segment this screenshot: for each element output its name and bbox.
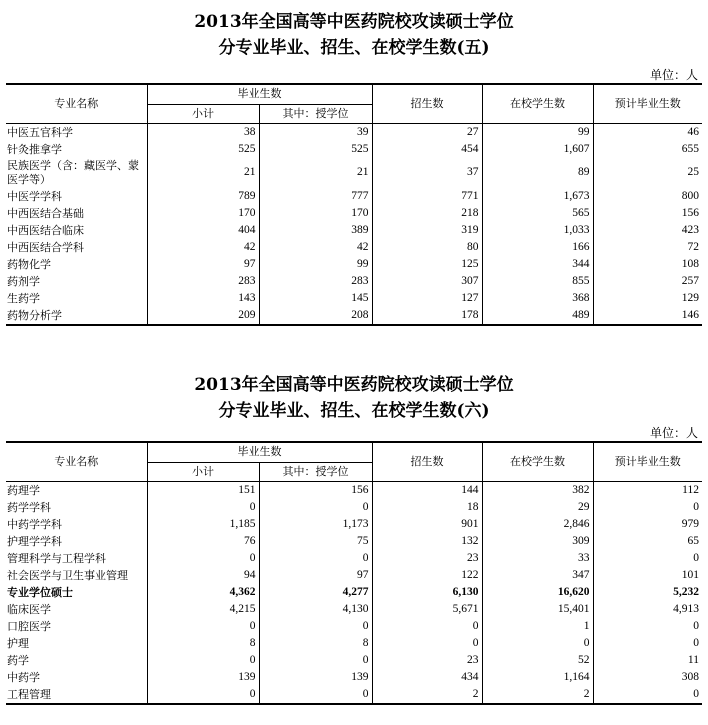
major-name-cell: 中医五官科学 [7, 125, 73, 139]
major-name-cell: 药学学科 [7, 500, 51, 514]
enrolled-cell: 2 [372, 686, 482, 704]
major-name-cell: 护理学学科 [7, 534, 62, 548]
major-header: 专业名称 [6, 84, 147, 123]
subtotal-header: 小计 [147, 462, 259, 481]
in-school-cell: 99 [482, 123, 593, 141]
table-row [6, 533, 702, 550]
degree-awarded-cell: 99 [259, 256, 372, 273]
expected-graduates-cell: 0 [593, 499, 702, 516]
enrolled-cell: 5,671 [372, 601, 482, 618]
in-school-cell: 2 [482, 686, 593, 704]
table-row [6, 222, 702, 239]
table-row [6, 584, 702, 601]
degree-awarded-cell: 8 [259, 635, 372, 652]
table-row [6, 686, 702, 704]
table-row [6, 290, 702, 307]
table-row [6, 158, 702, 188]
enrolled-cell: 0 [372, 635, 482, 652]
subtotal-cell: 0 [147, 652, 259, 669]
expected-graduates-header: 预计毕业生数 [593, 84, 702, 123]
in-school-cell: 166 [482, 239, 593, 256]
in-school-cell: 344 [482, 256, 593, 273]
in-school-cell: 33 [482, 550, 593, 567]
degree-awarded-header: 其中：授学位 [259, 104, 372, 123]
major-name-cell: 中西医结合学科 [7, 240, 84, 254]
degree-awarded-cell: 777 [259, 188, 372, 205]
expected-graduates-cell: 5,232 [593, 584, 702, 601]
in-school-cell: 0 [482, 635, 593, 652]
subtotal-cell: 0 [147, 499, 259, 516]
in-school-cell: 347 [482, 567, 593, 584]
table-row [6, 141, 702, 158]
major-name-cell: 药物分析学 [6, 307, 147, 325]
expected-graduates-cell: 0 [593, 550, 702, 567]
expected-graduates-cell: 129 [593, 290, 702, 307]
enrolled-cell: 132 [372, 533, 482, 550]
section-5-table-body [6, 123, 702, 325]
table-row [6, 618, 702, 635]
degree-awarded-cell: 75 [259, 533, 372, 550]
degree-awarded-cell: 156 [259, 481, 372, 499]
degree-awarded-cell: 21 [259, 158, 372, 188]
degree-awarded-cell: 39 [259, 123, 372, 141]
expected-graduates-cell: 423 [593, 222, 702, 239]
major-name-cell: 药剂学 [7, 274, 40, 288]
degree-awarded-cell: 4,277 [259, 584, 372, 601]
major-name-cell: 临床医学 [7, 602, 51, 616]
major-name-cell: 生药学 [7, 291, 40, 305]
table-row [6, 256, 702, 273]
expected-graduates-cell: 308 [593, 669, 702, 686]
expected-graduates-cell: 11 [593, 652, 702, 669]
major-name-cell: 中西医结合临床 [7, 223, 84, 237]
major-name-cell: 工程管理 [6, 686, 147, 704]
in-school-cell: 309 [482, 533, 593, 550]
in-school-cell: 1 [482, 618, 593, 635]
degree-awarded-cell: 1,173 [259, 516, 372, 533]
section-6-title-line2: 分专业毕业、招生、在校学生数(六) [218, 401, 490, 421]
major-name-cell: 药物化学 [7, 257, 51, 271]
subtotal-cell: 4,362 [147, 584, 259, 601]
table-row [6, 550, 702, 567]
subtotal-cell: 76 [147, 533, 259, 550]
degree-awarded-cell: 208 [259, 307, 372, 325]
table-row [6, 601, 702, 618]
major-name-cell: 药学 [7, 653, 29, 667]
enrolled-cell: 80 [372, 239, 482, 256]
table-row [6, 307, 702, 325]
enrolled-cell: 319 [372, 222, 482, 239]
enrolled-cell: 6,130 [372, 584, 482, 601]
in-school-cell: 89 [482, 158, 593, 188]
subtotal-cell: 143 [147, 290, 259, 307]
degree-awarded-cell: 525 [259, 141, 372, 158]
section-5-table [6, 83, 702, 326]
degree-awarded-header: 其中：授学位 [259, 462, 372, 481]
in-school-cell: 1,673 [482, 188, 593, 205]
degree-awarded-cell: 283 [259, 273, 372, 290]
in-school-cell: 1,164 [482, 669, 593, 686]
table-row [6, 669, 702, 686]
in-school-cell: 382 [482, 481, 593, 499]
enrolled-cell: 0 [372, 618, 482, 635]
in-school-header: 在校学生数 [482, 84, 593, 123]
in-school-cell: 855 [482, 273, 593, 290]
expected-graduates-cell: 65 [593, 533, 702, 550]
enrolled-cell: 125 [372, 256, 482, 273]
expected-graduates-cell: 25 [593, 158, 702, 188]
enrolled-cell: 23 [372, 652, 482, 669]
degree-awarded-cell: 0 [259, 618, 372, 635]
degree-awarded-cell: 0 [259, 550, 372, 567]
enrolled-header: 招生数 [372, 84, 482, 123]
table-row [6, 205, 702, 222]
subtotal-header: 小计 [147, 104, 259, 123]
expected-graduates-cell: 112 [593, 481, 702, 499]
major-name-cell: 专业学位硕士 [7, 585, 73, 599]
major-name-cell: 中药学 [7, 670, 40, 684]
enrolled-header: 招生数 [372, 442, 482, 481]
in-school-cell: 1,033 [482, 222, 593, 239]
major-name-cell: 中西医结合基础 [7, 206, 84, 220]
table-row [6, 635, 702, 652]
degree-awarded-cell: 4,130 [259, 601, 372, 618]
subtotal-cell: 21 [147, 158, 259, 188]
expected-graduates-cell: 108 [593, 256, 702, 273]
graduates-header: 毕业生数 [147, 84, 372, 104]
in-school-cell: 15,401 [482, 601, 593, 618]
enrolled-cell: 218 [372, 205, 482, 222]
expected-graduates-cell: 156 [593, 205, 702, 222]
degree-awarded-cell: 42 [259, 239, 372, 256]
in-school-cell: 1,607 [482, 141, 593, 158]
in-school-cell: 52 [482, 652, 593, 669]
table-row [6, 516, 702, 533]
enrolled-cell: 771 [372, 188, 482, 205]
enrolled-cell: 901 [372, 516, 482, 533]
expected-graduates-cell: 800 [593, 188, 702, 205]
in-school-cell: 368 [482, 290, 593, 307]
enrolled-cell: 122 [372, 567, 482, 584]
major-name-cell: 护理 [7, 636, 29, 650]
subtotal-cell: 139 [147, 669, 259, 686]
degree-awarded-cell: 97 [259, 567, 372, 584]
expected-graduates-cell: 979 [593, 516, 702, 533]
section-5-title-line2: 分专业毕业、招生、在校学生数(五) [218, 38, 490, 58]
in-school-cell: 565 [482, 205, 593, 222]
subtotal-cell: 38 [147, 123, 259, 141]
major-name-cell: 管理科学与工程学科 [7, 551, 106, 565]
degree-awarded-cell: 170 [259, 205, 372, 222]
in-school-cell: 29 [482, 499, 593, 516]
subtotal-cell: 209 [147, 307, 259, 325]
degree-awarded-cell: 389 [259, 222, 372, 239]
section-6-table-body [6, 481, 702, 704]
in-school-cell: 2,846 [482, 516, 593, 533]
subtotal-cell: 97 [147, 256, 259, 273]
table-row [6, 273, 702, 290]
in-school-cell: 16,620 [482, 584, 593, 601]
subtotal-cell: 151 [147, 481, 259, 499]
enrolled-cell: 307 [372, 273, 482, 290]
major-name-cell: 中药学学科 [7, 517, 62, 531]
subtotal-cell: 94 [147, 567, 259, 584]
expected-graduates-cell: 0 [593, 635, 702, 652]
table-row [6, 499, 702, 516]
in-school-header: 在校学生数 [482, 442, 593, 481]
expected-graduates-cell: 146 [593, 307, 702, 325]
major-name-cell: 社会医学与卫生事业管理 [7, 568, 128, 582]
subtotal-cell: 8 [147, 635, 259, 652]
major-header: 专业名称 [6, 442, 147, 481]
degree-awarded-cell: 145 [259, 290, 372, 307]
subtotal-cell: 525 [147, 141, 259, 158]
table-row [6, 123, 702, 141]
subtotal-cell: 170 [147, 205, 259, 222]
section-6-table [6, 441, 702, 705]
enrolled-cell: 127 [372, 290, 482, 307]
expected-graduates-cell: 101 [593, 567, 702, 584]
major-name-cell: 针灸推拿学 [7, 142, 62, 156]
enrolled-cell: 18 [372, 499, 482, 516]
degree-awarded-cell: 0 [259, 686, 372, 704]
subtotal-cell: 0 [147, 686, 259, 704]
subtotal-cell: 4,215 [147, 601, 259, 618]
expected-graduates-header: 预计毕业生数 [593, 442, 702, 481]
subtotal-cell: 0 [147, 618, 259, 635]
expected-graduates-cell: 72 [593, 239, 702, 256]
major-name-cell: 药理学 [7, 483, 40, 497]
degree-awarded-cell: 0 [259, 652, 372, 669]
table-row [6, 239, 702, 256]
enrolled-cell: 454 [372, 141, 482, 158]
expected-graduates-cell: 46 [593, 123, 702, 141]
expected-graduates-cell: 257 [593, 273, 702, 290]
major-name-cell: 民族医学（含：藏医学、蒙医学等） [7, 158, 139, 186]
section-6-title-line1: 2013年全国高等中医药院校攻读硕士学位 [194, 375, 514, 395]
table-row [6, 652, 702, 669]
table-row [6, 567, 702, 584]
section-5-unit-label: 单位：人 [649, 68, 698, 82]
enrolled-cell: 434 [372, 669, 482, 686]
subtotal-cell: 789 [147, 188, 259, 205]
enrolled-cell: 27 [372, 123, 482, 141]
subtotal-cell: 1,185 [147, 516, 259, 533]
enrolled-cell: 178 [372, 307, 482, 325]
subtotal-cell: 404 [147, 222, 259, 239]
in-school-cell: 489 [482, 307, 593, 325]
section-5-title-line1: 2013年全国高等中医药院校攻读硕士学位 [194, 12, 514, 32]
graduates-header: 毕业生数 [147, 442, 372, 462]
enrolled-cell: 23 [372, 550, 482, 567]
expected-graduates-cell: 0 [593, 618, 702, 635]
degree-awarded-cell: 139 [259, 669, 372, 686]
enrolled-cell: 37 [372, 158, 482, 188]
table-row [6, 188, 702, 205]
expected-graduates-cell: 4,913 [593, 601, 702, 618]
degree-awarded-cell: 0 [259, 499, 372, 516]
major-name-cell: 中医学学科 [7, 189, 62, 203]
section-6-unit-label: 单位：人 [649, 426, 698, 440]
table-row [6, 481, 702, 499]
expected-graduates-cell: 655 [593, 141, 702, 158]
major-name-cell: 口腔医学 [7, 619, 51, 633]
subtotal-cell: 42 [147, 239, 259, 256]
subtotal-cell: 0 [147, 550, 259, 567]
subtotal-cell: 283 [147, 273, 259, 290]
expected-graduates-cell: 0 [593, 686, 702, 704]
enrolled-cell: 144 [372, 481, 482, 499]
